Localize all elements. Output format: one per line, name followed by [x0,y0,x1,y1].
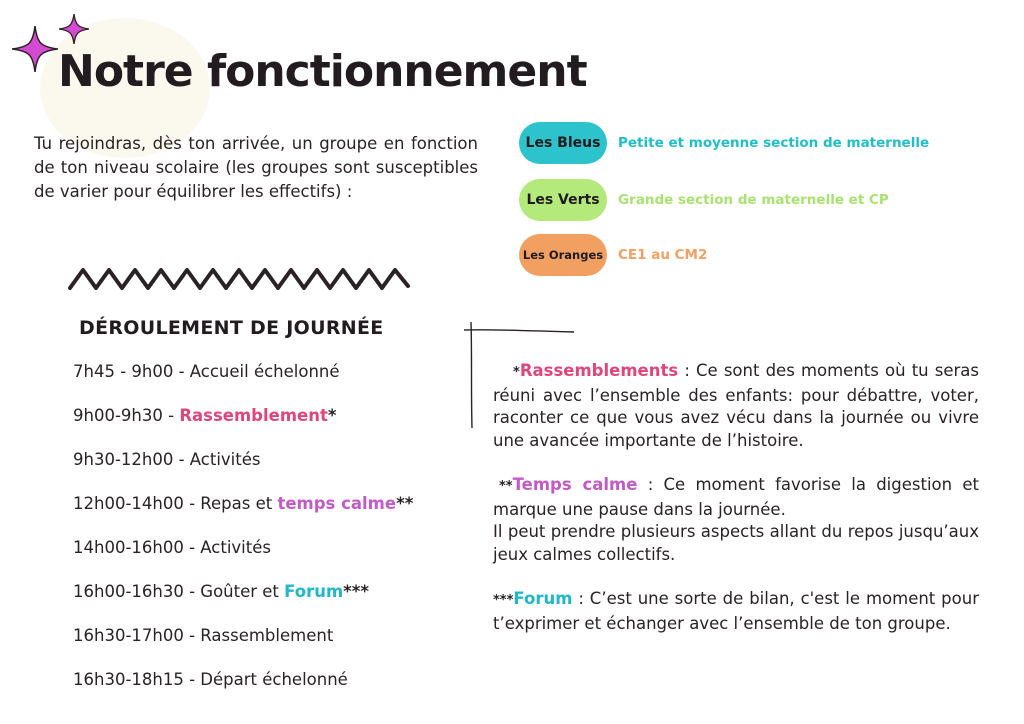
schedule-item: 16h00-16h30 - Goûter et Forum*** [73,582,370,601]
schedule-item: 12h00-14h00 - Repas et temps calme** [73,494,414,513]
schedule-item: 16h30-17h00 - Rassemblement [73,626,334,645]
group-row-bleus [519,122,929,164]
small-sparkle-icon [59,14,89,44]
schedule-item: 9h30-12h00 - Activités [73,450,261,469]
group-description-verts: Grande section de maternelle et CP [618,192,889,208]
schedule-item: 14h00-16h00 - Activités [73,538,271,557]
glossary-notes [493,360,979,657]
group-description-oranges: CE1 au CM2 [618,247,708,263]
note-term-forum: Forum [513,589,573,608]
intro-paragraph: Tu rejoindras, dès ton arrivée, un groupe en fonction de ton niveau scolaire (les groupes sont susceptibles de varier pour équilibrer les effectifs) : [34,134,478,201]
note-temps-calme: **Temps calme : Ce moment favorise la digestion et marque une pause dans la journée. Il peut prendre plusieurs aspects allant du repos jusqu’aux jeux calmes collectifs. [493,475,979,564]
group-pill-oranges: Les Oranges [519,234,607,276]
schedule-item: 9h00-9h30 - Rassemblement* [73,406,337,425]
group-row-oranges [519,234,707,276]
big-sparkle-icon [12,26,58,72]
wavy-divider-icon [66,262,412,296]
group-row-verts [519,179,889,221]
highlight-forum: Forum [284,582,344,601]
group-pill-verts: Les Verts [519,179,607,221]
note-term-temps-calme: Temps calme [512,475,638,494]
highlight-rassemblement: Rassemblement [179,406,328,425]
group-pill-bleus: Les Bleus [519,122,607,164]
schedule-item: 7h45 - 9h00 - Accueil échelonné [73,362,340,381]
schedule-item: 16h30-18h15 - Départ échelonné [73,670,348,689]
highlight-temps-calme: temps calme [277,494,397,513]
note-rassemblements: *Rassemblements : Ce sont des moments où tu seras réuni avec l’ensemble des enfants: pour débattre, voter, raconter ce que vous avez vécu dans la journée ou vivre une avancée importante de l’histoire. [493,361,979,450]
group-description-bleus: Petite et moyenne section de maternelle [618,135,930,151]
note-term-rassemblements: Rassemblements [519,361,679,380]
note-forum: ***Forum : C’est une sorte de bilan, c'est le moment pour t’exprimer et échanger avec l’ensemble de ton groupe. [493,589,979,633]
page-title: Notre fonctionnement [58,46,587,97]
schedule-title: DÉROULEMENT DE JOURNÉE [79,317,384,339]
schedule-list [73,360,413,712]
